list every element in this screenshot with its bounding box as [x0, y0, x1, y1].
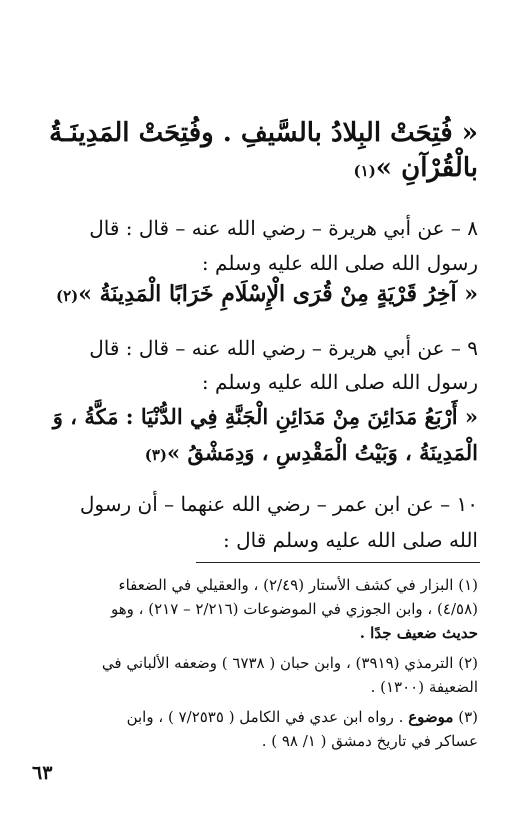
footnote-line: (٤/٥٨) ، وابن الجوزي في الموضوعات (٢/٢١٦ – ٢١٧) ، وهو: [110, 600, 478, 618]
hadith-text-line: [145, 442, 478, 463]
hadith-text: « آخِرُ قَرْيَةٍ مِنْ قُرَى الْإِسْلَامِ خَرَابًا الْمَدِينَةُ »: [78, 281, 478, 307]
footnote-line: الضعيفة (١٣٠٠) .: [370, 678, 478, 696]
hadith-text-line: [56, 283, 478, 305]
footnote-separator: [196, 562, 480, 563]
narration-line: الله صلى الله عليه وسلم قال :: [223, 528, 478, 552]
footnote-line: (٢) الترمذي (٣٩١٩) ، وابن حبان ( ٦٧٣٨ ) وضعفه الألباني في: [101, 654, 478, 672]
footnote-line: [127, 710, 478, 725]
footnote-number: (٣): [458, 708, 478, 726]
footnote-line: عساكر في تاريخ دمشق ( ١/ ٩٨ ) .: [261, 732, 478, 750]
narration-line: ٨ – عن أبي هريرة – رضي الله عنه – قال : قال: [89, 216, 478, 240]
hadith-text-line: « فُتِحَتْ البِلادُ بالسَّيفِ . وفُتِحَتْ المَدِينَـةُ: [49, 118, 478, 148]
footnote-ref: (٣): [144, 446, 168, 464]
page-number: ٦٣: [32, 762, 53, 784]
narration-line: رسول الله صلى الله عليه وسلم :: [201, 251, 478, 275]
footnote-line: (١) البزار في كشف الأستار (٢/٤٩) ، والعقيلي في الضعفاء: [118, 576, 478, 594]
hadith-text: الْمَدِينَةُ ، وَبَيْتُ الْمَقْدِسِ ، وَدِمَشْقُ »: [167, 440, 478, 465]
narration-line: ٩ – عن أبي هريرة – رضي الله عنه – قال : قال: [89, 336, 478, 360]
footnote-ref: (٢): [55, 287, 79, 305]
footnote-text: . رواه ابن عدي في الكامل ( ٧/٢٥٣٥ ) ، وابن: [126, 708, 404, 726]
footnote-ref: (١): [353, 162, 376, 180]
hadith-text-line: « أَرْبَعُ مَدَائِنَ مِنْ مَدَائِنِ الْجَنَّةِ فِي الدُّنْيَا : مَكَّةُ ، وَ: [52, 404, 478, 429]
footnote-line: حديث ضعيف جدًا .: [359, 624, 478, 642]
narration-line: ١٠ – عن ابن عمر – رضي الله عنهما – أن رسول: [79, 492, 478, 516]
hadith-text: بالْقُرْآنِ »: [375, 153, 478, 183]
narration-line: رسول الله صلى الله عليه وسلم :: [201, 370, 478, 394]
footnote-grade: موضوع: [408, 708, 454, 726]
hadith-text-line: [354, 155, 478, 181]
